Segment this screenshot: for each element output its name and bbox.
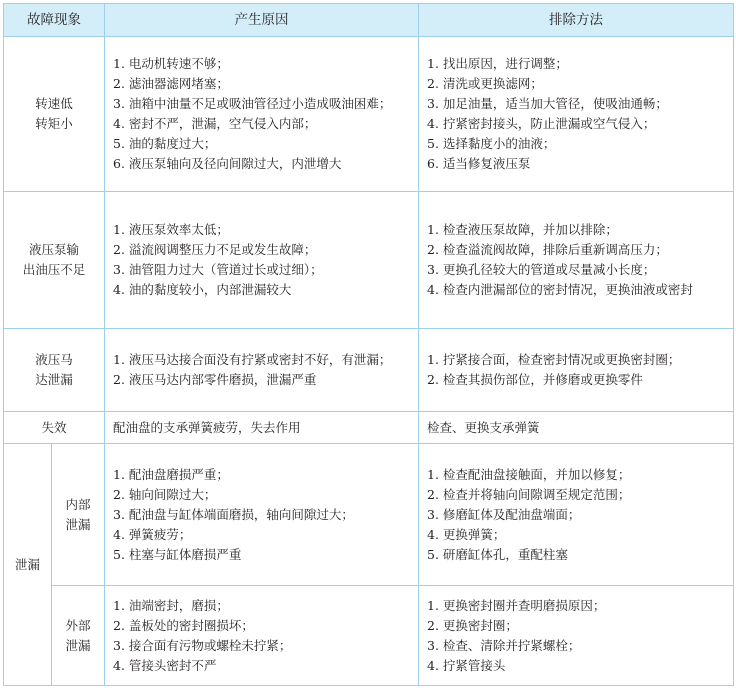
header-cause: 产生原因 [105,4,419,37]
cause-cell [105,37,419,192]
remedy-cell [419,192,734,329]
table-row [4,37,734,192]
sub-symptom-text: 外部 泄漏 [65,617,91,653]
list-item: 5. 选择黏度小的油液； [427,136,556,151]
list-item: 2. 清洗或更换滤网； [427,76,543,91]
list-item: 3. 加足油量，适当加大管径，使吸油通畅； [427,96,668,111]
list-item: 5. 柱塞与缸体磨损严重 [113,546,242,562]
table-row [4,192,734,329]
list-item: 1. 配油盘磨损严重； [113,466,229,482]
symptom-cell [4,192,105,329]
list-item: 2. 滤油器滤网堵塞； [113,76,229,91]
table-row [4,412,734,444]
list-item: 1. 油端密封，磨损； [113,597,229,613]
symptom-cell-leak [4,444,52,686]
cause-cell [105,192,419,329]
sub-symptom-cell [52,586,105,686]
list-item: 2. 盖板处的密封圈损坏； [113,617,254,633]
list-item: 4. 拧紧密封接头，防止泄漏或空气侵入； [427,116,656,131]
symptom-cell [4,37,105,192]
remedy-cell [419,444,734,586]
remedy-cell [419,329,734,412]
header-remedy: 排除方法 [419,4,734,37]
list-item: 3. 更换孔径较大的管道或尽量减小长度； [427,262,656,277]
list-item: 2. 更换密封圈； [427,617,518,633]
fault-table [3,3,734,686]
cause-cell [105,329,419,412]
list-item: 2. 检查其损伤部位，并修磨或更换零件 [427,372,643,387]
list-item: 5. 油的黏度过大； [113,136,217,151]
table-row [4,444,734,586]
remedy-cell [419,412,734,444]
sub-symptom-text: 内部 泄漏 [65,496,91,532]
sub-symptom-cell [52,444,105,586]
cause-cell [105,412,419,444]
list-item: 6. 适当修复液压泵 [427,156,531,171]
table-row [4,586,734,686]
list-item: 1. 找出原因，进行调整； [427,56,568,71]
list-item: 1. 电动机转速不够； [113,56,229,71]
list-item: 4. 弹簧疲劳； [113,526,192,542]
symptom-cell [4,329,105,412]
list-item: 3. 油管阻力过大（管道过长或过细）； [113,262,323,277]
remedy-cell [419,586,734,686]
list-item: 2. 液压马达内部零件磨损，泄漏严重 [113,372,317,387]
cause-cell [105,444,419,586]
cause-cell [105,586,419,686]
list-item: 5. 研磨缸体孔，重配柱塞 [427,546,568,562]
list-item: 6. 液压泵轴向及径向间隙过大，内泄增大 [113,156,342,171]
list-item: 4. 油的黏度较小，内部泄漏较大 [113,282,292,297]
list-item: 3. 修磨缸体及配油盘端面； [427,506,581,522]
list-item: 2. 轴向间隙过大； [113,486,217,502]
list-item: 1. 拧紧接合面，检查密封情况或更换密封圈； [427,352,681,367]
table-row [4,329,734,412]
list-item: 2. 溢流阀调整压力不足或发生故障； [113,242,317,257]
symptom-cell [4,412,105,444]
symptom-text: 液压泵输 出油压不足 [22,242,86,277]
symptom-text: 液压马 达泄漏 [35,352,73,387]
list-item: 3. 检查、清除并拧紧螺栓； [427,637,581,653]
header-row [4,4,734,37]
list-item: 4. 密封不严，泄漏，空气侵入内部； [113,116,317,131]
symptom-text: 转速低 转矩小 [35,96,73,131]
list-item: 1. 液压泵效率太低； [113,222,229,237]
list-item: 2. 检查并将轴向间隙调至规定范围； [427,486,631,502]
list-item: 1. 检查液压泵故障，并加以排除； [427,222,618,237]
list-item: 3. 接合面有污物或螺栓未拧紧； [113,637,292,653]
list-item: 1. 液压马达接合面没有拧紧或密封不好，有泄漏； [113,352,392,367]
remedy-cell [419,37,734,192]
list-item: 4. 检查内泄漏部位的密封情况，更换油液或密封 [427,282,693,297]
list-item: 3. 配油盘与缸体端面磨损，轴向间隙过大； [113,506,354,522]
list-item: 4. 拧紧管接头 [427,657,506,673]
symptom-text: 泄漏 [14,556,40,572]
list-item: 配油盘的支承弹簧疲劳，失去作用 [113,419,301,435]
header-symptom: 故障现象 [4,4,105,37]
list-item: 检查、更换支承弹簧 [427,419,540,435]
list-item: 3. 油箱中油量不足或吸油管径过小造成吸油困难； [113,96,392,111]
list-item: 1. 检查配油盘接触面，并加以修复； [427,466,631,482]
list-item: 2. 检查溢流阀故障，排除后重新调高压力； [427,242,668,257]
list-item: 1. 更换密封圈并查明磨损原因； [427,597,606,613]
list-item: 4. 管接头密封不严 [113,657,217,673]
symptom-text: 失效 [41,419,67,435]
list-item: 4. 更换弹簧； [427,526,506,542]
